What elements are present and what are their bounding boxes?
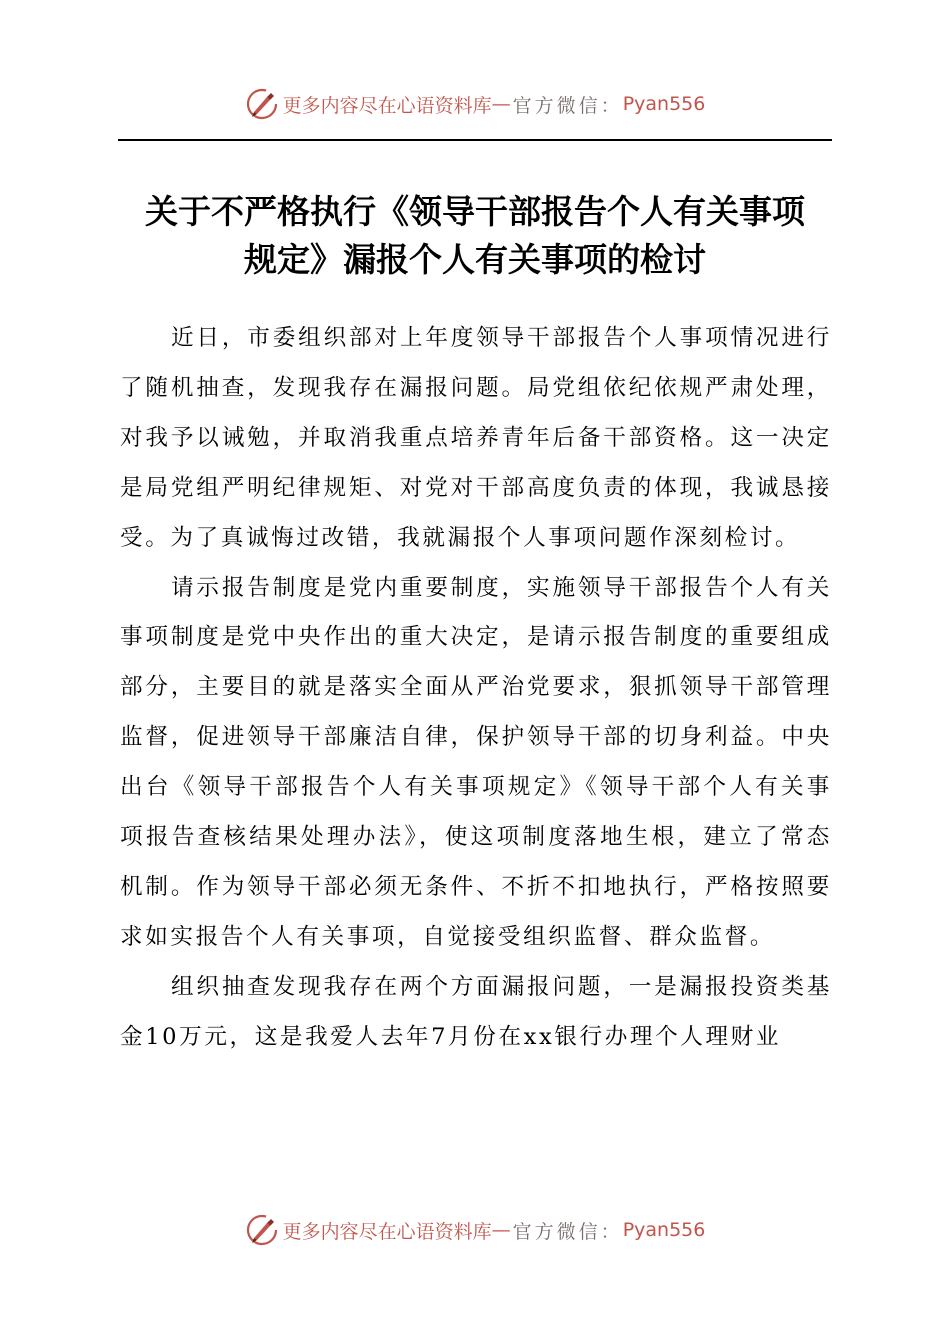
watermark-id: Pyan556 (622, 1219, 706, 1241)
document-title (110, 188, 840, 284)
paragraph-3: 组织抽查发现我存在两个方面漏报问题，一是漏报投资类基金10万元，这是我爱人去年7月份在xx银行办理个人理财业 (120, 973, 832, 1050)
paragraph-2: 请示报告制度是党内重要制度，实施领导干部报告个人有关事项制度是党中央作出的重大决定，是请示报告制度的重要组成部分，主要目的就是落实全面从严治党要求，狠抓领导干部管理监督，促进领导干部廉洁自律，保护领导干部的切身利益。中央出台《领导干部报告个人有关事项规定》《领导干部个人有关事项报告查核结果处理办法》，使这项制度落地生根，建立了常态机制。作为领导干部必须无条件、不折不扣地执行，严格按照要求如实报告个人有关事项，自觉接受组织监督、群众监督。 (120, 574, 832, 950)
watermark-site: 更多内容尽在心语资料库 (282, 94, 492, 117)
header-watermark (0, 84, 950, 124)
watermark-dash: — (491, 1219, 511, 1241)
footer-watermark (0, 1210, 950, 1250)
watermark-official: 官方微信： (512, 94, 623, 117)
title-line-2: 规定》漏报个人有关事项的检讨 (244, 240, 706, 279)
watermark-dash: — (491, 93, 511, 115)
watermark-id: Pyan556 (622, 93, 706, 115)
pen-circle-logo-icon (245, 87, 279, 121)
watermark-site: 更多内容尽在心语资料库 (282, 1220, 492, 1243)
watermark-official: 官方微信： (512, 1220, 623, 1243)
header-rule (118, 139, 832, 141)
pen-circle-logo-icon (245, 1213, 279, 1247)
title-line-1: 关于不严格执行《领导干部报告个人有关事项 (145, 192, 805, 231)
paragraph-1: 近日，市委组织部对上年度领导干部报告个人事项情况进行了随机抽查，发现我存在漏报问题。局党组依纪依规严肃处理，对我予以诫勉，并取消我重点培养青年后备干部资格。这一决定是局党组严明纪律规矩、对党对干部高度负责的体现，我诚恳接受。为了真诚悔过改错，我就漏报个人事项问题作深刻检讨。 (120, 325, 832, 551)
document-body (120, 314, 832, 1063)
